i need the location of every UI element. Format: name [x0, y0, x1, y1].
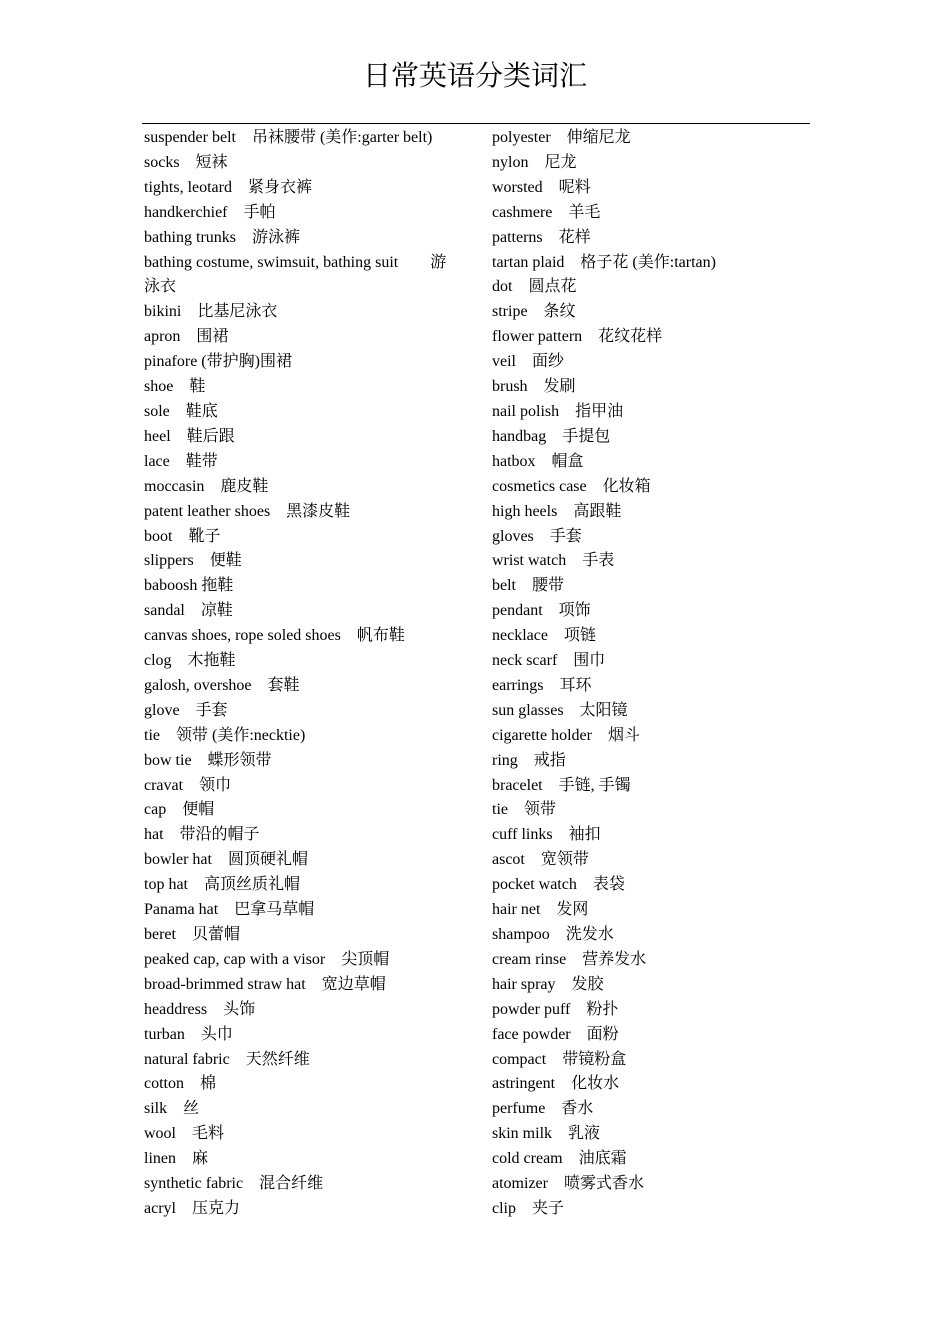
vocabulary-entry: ring 戒指: [492, 751, 566, 769]
vocabulary-entry: flower pattern 花纹花样: [492, 328, 663, 346]
vocabulary-entry: hat 带沿的帽子: [144, 826, 260, 844]
vocabulary-entry: top hat 高顶丝质礼帽: [144, 876, 300, 894]
vocabulary-entry: broad-brimmed straw hat 宽边草帽: [144, 975, 386, 993]
vocabulary-entry: brush 发刷: [492, 378, 576, 396]
vocabulary-entry: ascot 宽领带: [492, 851, 589, 869]
vocabulary-entry: pocket watch 表袋: [492, 876, 625, 894]
vocabulary-entry: pendant 项饰: [492, 602, 591, 620]
vocabulary-entry: lace 鞋带: [144, 452, 218, 470]
vocabulary-entry: pinafore (带护胸)围裙: [144, 353, 292, 371]
vocabulary-entry: skin milk 乳液: [492, 1125, 601, 1143]
vocabulary-entry: polyester 伸缩尼龙: [492, 129, 631, 146]
vocabulary-entry: tie 领带: [492, 801, 556, 819]
vocabulary-entry: clip 夹子: [492, 1199, 564, 1217]
vocabulary-column-right: [492, 126, 810, 1222]
vocabulary-entry: sole 鞋底: [144, 402, 218, 420]
vocabulary-entry: handkerchief 手帕: [144, 203, 276, 221]
vocabulary-entry: nylon 尼龙: [492, 153, 577, 171]
vocabulary-entry: boot 靴子: [144, 527, 221, 545]
vocabulary-entry: slippers 便鞋: [144, 552, 242, 570]
vocabulary-entry: cotton 棉: [144, 1075, 216, 1093]
title-divider: [142, 123, 810, 124]
vocabulary-entry: necklace 项链: [492, 627, 596, 645]
vocabulary-entry: suspender belt 吊袜腰带 (美作:garter belt): [144, 129, 433, 146]
vocabulary-entry: linen 麻: [144, 1150, 208, 1168]
vocabulary-entry: turban 头巾: [144, 1025, 233, 1043]
vocabulary-entry: stripe 条纹: [492, 303, 576, 321]
vocabulary-entry: synthetic fabric 混合纤维: [144, 1175, 324, 1193]
vocabulary-entry: shampoo 洗发水: [492, 926, 614, 943]
vocabulary-entry: gloves 手套: [492, 527, 582, 545]
vocabulary-entry: powder puff 粉扑: [492, 1000, 619, 1018]
vocabulary-entry: sun glasses 太阳镜: [492, 701, 628, 719]
vocabulary-entry: cold cream 油底霜: [492, 1150, 627, 1168]
vocabulary-entry: earrings 耳环: [492, 676, 592, 694]
vocabulary-entry: belt 腰带: [492, 577, 564, 595]
vocabulary-entry: galosh, overshoe 套鞋: [144, 676, 300, 694]
vocabulary-entry: cravat 领巾: [144, 776, 232, 794]
vocabulary-entry: face powder 面粉: [492, 1025, 619, 1043]
vocabulary-entry: handbag 手提包: [492, 427, 611, 445]
vocabulary-entry: cigarette holder 烟斗: [492, 726, 640, 744]
vocabulary-entry: hair spray 发胶: [492, 975, 604, 993]
vocabulary-entry: tights, leotard 紧身衣裤: [144, 178, 312, 196]
vocabulary-entry: cap 便帽: [144, 801, 215, 819]
vocabulary-entry: wrist watch 手表: [492, 552, 615, 570]
vocabulary-entry: tie 领带 (美作:necktie): [144, 726, 306, 744]
vocabulary-column-left: [144, 126, 462, 1222]
vocabulary-entry: tartan plaid 格子花 (美作:tartan): [492, 253, 716, 271]
vocabulary-entry: glove 手套: [144, 701, 228, 719]
vocabulary-entry: high heels 高跟鞋: [492, 502, 622, 520]
vocabulary-entry: cuff links 袖扣: [492, 826, 601, 844]
vocabulary-entry: canvas shoes, rope soled shoes 帆布鞋: [144, 627, 405, 645]
vocabulary-entry: astringent 化妆水: [492, 1075, 620, 1093]
vocabulary-entry: bathing costume, swimsuit, bathing suit 游泳衣: [144, 253, 447, 296]
vocabulary-entry: acryl 压克力: [144, 1199, 240, 1217]
vocabulary-entry: patent leather shoes 黑漆皮鞋: [144, 502, 351, 520]
vocabulary-entry: bikini 比基尼泳衣: [144, 303, 278, 321]
vocabulary-entry: clog 木拖鞋: [144, 652, 236, 670]
vocabulary-entry: silk 丝: [144, 1100, 200, 1118]
vocabulary-entry: bracelet 手链, 手镯: [492, 776, 631, 794]
vocabulary-entry: veil 面纱: [492, 353, 564, 371]
vocabulary-entry: cosmetics case 化妆箱: [492, 477, 651, 495]
vocabulary-entry: neck scarf 围巾: [492, 652, 606, 670]
vocabulary-entry: socks 短袜: [144, 153, 228, 171]
vocabulary-entry: cream rinse 营养发水: [492, 950, 647, 968]
vocabulary-entry: Panama hat 巴拿马草帽: [144, 901, 315, 919]
vocabulary-entry: hair net 发网: [492, 901, 589, 919]
vocabulary-entry: moccasin 鹿皮鞋: [144, 477, 269, 495]
vocabulary-entry: hatbox 帽盒: [492, 452, 584, 470]
vocabulary-entry: wool 毛料: [144, 1125, 225, 1143]
vocabulary-entry: bathing trunks 游泳裤: [144, 228, 300, 246]
vocabulary-entry: headdress 头饰: [144, 1000, 256, 1018]
vocabulary-entry: worsted 呢料: [492, 178, 591, 196]
vocabulary-entry: compact 带镜粉盒: [492, 1050, 627, 1068]
vocabulary-entry: sandal 凉鞋: [144, 602, 233, 620]
vocabulary-entry: dot 圆点花: [492, 278, 577, 296]
vocabulary-entry: baboosh 拖鞋: [144, 577, 234, 595]
vocabulary-entry: patterns 花样: [492, 228, 591, 246]
vocabulary-entry: cashmere 羊毛: [492, 203, 601, 221]
page-title: 日常英语分类词汇: [362, 61, 587, 92]
vocabulary-entry: apron 围裙: [144, 328, 229, 346]
vocabulary-entry: nail polish 指甲油: [492, 402, 624, 420]
vocabulary-entry: bow tie 蝶形领带: [144, 751, 272, 769]
vocabulary-entry: peaked cap, cap with a visor 尖顶帽: [144, 950, 390, 968]
vocabulary-entry: bowler hat 圆顶硬礼帽: [144, 851, 308, 869]
vocabulary-entry: natural fabric 天然纤维: [144, 1050, 310, 1068]
vocabulary-entry: heel 鞋后跟: [144, 427, 235, 445]
vocabulary-entry: shoe 鞋: [144, 378, 206, 396]
vocabulary-entry: beret 贝蕾帽: [144, 926, 240, 943]
vocabulary-entry: atomizer 喷雾式香水: [492, 1175, 644, 1193]
vocabulary-entry: perfume 香水: [492, 1100, 594, 1118]
